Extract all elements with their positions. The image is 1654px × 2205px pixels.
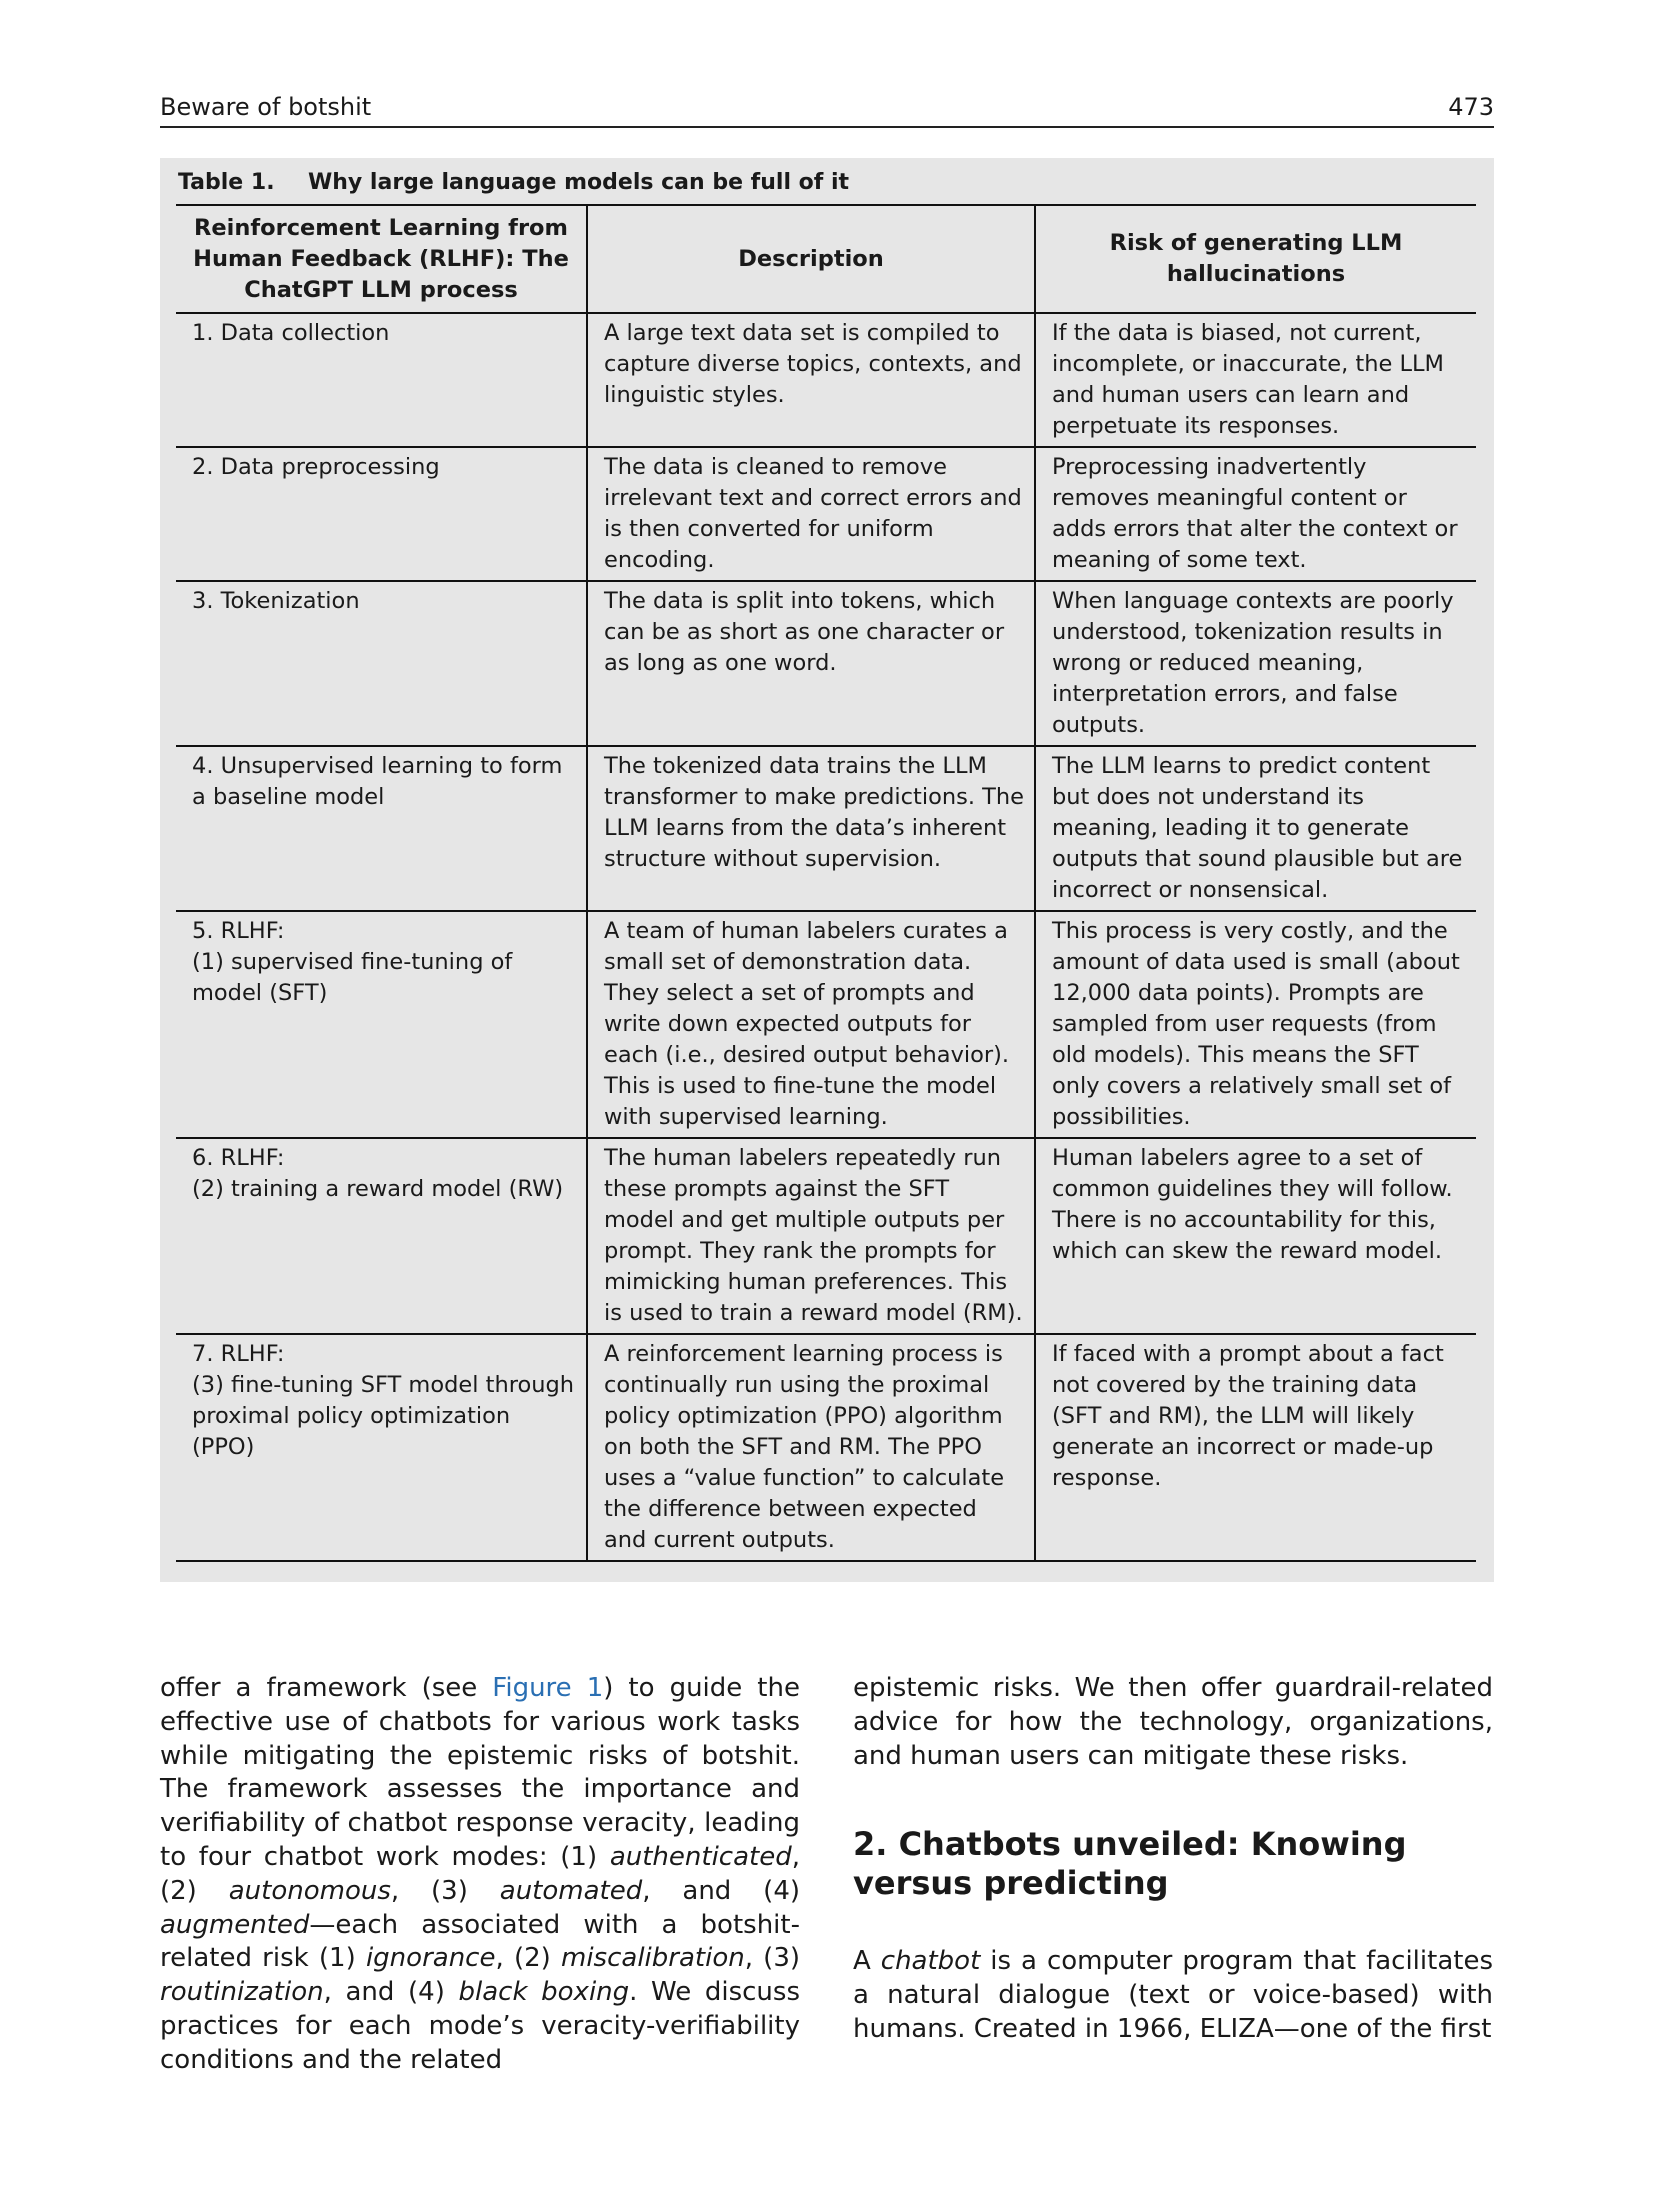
step-sublabel: (3) fine-tuning SFT model through proximal policy optimization (PPO) [192, 1372, 575, 1460]
paragraph [853, 1945, 1493, 2046]
step-sublabel: (1) supervised fine-tuning of model (SFT) [192, 949, 513, 1006]
step-cell [176, 746, 587, 911]
risk-cell: Preprocessing inadvertently removes meaningful content or adds errors that alter the context or meaning of some text. [1035, 447, 1476, 581]
text-run: , and (4) [323, 1977, 459, 2008]
mode-authenticated: authenticated [609, 1841, 792, 1872]
table-title: Why large language models can be full of it [308, 170, 850, 195]
table-row [176, 1138, 1476, 1334]
text-run: offer a framework (see [160, 1673, 493, 1703]
paragraph [160, 1672, 800, 2078]
step-label: 5. RLHF: [192, 918, 285, 944]
step-cell [176, 911, 587, 1138]
text-run: , and (4) [642, 1875, 801, 1906]
step-cell [176, 1334, 587, 1561]
table-1 [160, 158, 1494, 1582]
risk-ignorance: ignorance [365, 1943, 496, 1974]
description-cell: The human labelers repeatedly run these prompts against the SFT model and get multiple outputs per prompt. They rank the prompts for mimicking human preferences. This is used to train a reward model (RM). [587, 1138, 1035, 1334]
step-label: 1. Data collection [192, 320, 390, 346]
table-row [176, 911, 1476, 1138]
step-label: 4. Unsupervised learning to form a baseline model [192, 753, 563, 810]
table-number: Table 1. [178, 170, 275, 195]
step-label: 3. Tokenization [192, 588, 360, 614]
risk-cell: If the data is biased, not current, incomplete, or inaccurate, the LLM and human users can learn and perpetuate its responses. [1035, 313, 1476, 447]
text-run: . We discuss practices for each mode’s veracity-verifiability conditions and the related [160, 1977, 800, 2075]
mode-autonomous: autonomous [228, 1875, 391, 1906]
text-run: , (2) [495, 1943, 561, 1974]
risk-cell: If faced with a prompt about a fact not covered by the training data (SFT and RM), the LLM will likely generate an incorrect or made-up response. [1035, 1334, 1476, 1561]
table-header-row [176, 205, 1476, 313]
risk-cell: The LLM learns to predict content but does not understand its meaning, leading it to generate outputs that sound plausible but are incorrect or nonsensical. [1035, 746, 1476, 911]
table-row [176, 313, 1476, 447]
description-cell: A large text data set is compiled to capture diverse topics, contexts, and linguistic styles. [587, 313, 1035, 447]
running-head-title: Beware of botshit [160, 93, 372, 121]
header-process: Reinforcement Learning from Human Feedback (RLHF): The ChatGPT LLM process [193, 214, 569, 303]
text-run: , (2) [160, 1841, 800, 1906]
step-label: 6. RLHF: [192, 1145, 285, 1171]
risk-cell: Human labelers agree to a set of common guidelines they will follow. There is no accountability for this, which can skew the reward model. [1035, 1138, 1476, 1334]
risk-cell: This process is very costly, and the amount of data used is small (about 12,000 data points). Prompts are sampled from user requests (from old models). This means the SFT only covers a relatively small set of possibilities. [1035, 911, 1476, 1138]
text-run: ) to guide the effective use of chatbots for various work tasks while mitigating the epistemic risks of botshit. The framework assesses the importance and verifiability of chatbot response veracity, leading to four chatbot work modes: (1) [160, 1673, 800, 1872]
term-chatbot: chatbot [880, 1946, 981, 1977]
header-description: Description [587, 205, 1035, 313]
step-sublabel: (2) training a reward model (RW) [192, 1176, 564, 1202]
running-head [160, 88, 1494, 128]
step-cell [176, 1138, 587, 1334]
figure-1-link[interactable]: Figure 1 [492, 1673, 604, 1703]
body-column-right [853, 1672, 1493, 2047]
step-cell [176, 447, 587, 581]
description-cell: The data is cleaned to remove irrelevant text and correct errors and is then converted for uniform encoding. [587, 447, 1035, 581]
text-run: —each associated with a botshit-related risk (1) [160, 1909, 800, 1974]
risk-routinization: routinization [160, 1977, 324, 2008]
risk-black-boxing: black boxing [458, 1977, 630, 2008]
description-cell: A team of human labelers curates a small set of demonstration data. They select a set of prompts and write down expected outputs for each (i.e., desired output behavior). This is used to fine-tune the model with supervised learning. [587, 911, 1035, 1138]
section-heading: 2. Chatbots unveiled: Knowing versus predicting [853, 1825, 1407, 1903]
page-number: 473 [1448, 93, 1494, 121]
table-row [176, 447, 1476, 581]
table-row [176, 1334, 1476, 1561]
step-cell [176, 313, 587, 447]
table-grid [176, 204, 1476, 1562]
description-cell: The data is split into tokens, which can be as short as one character or as long as one word. [587, 581, 1035, 746]
step-cell [176, 581, 587, 746]
table-row [176, 746, 1476, 911]
description-cell: A reinforcement learning process is continually run using the proximal policy optimization (PPO) algorithm on both the SFT and RM. The PPO uses a “value function” to calculate the difference between expected and current outputs. [587, 1334, 1035, 1561]
mode-automated: automated [499, 1875, 643, 1906]
step-label: 7. RLHF: [192, 1341, 285, 1367]
step-label: 2. Data preprocessing [192, 454, 440, 480]
risk-cell: When language contexts are poorly understood, tokenization results in wrong or reduced meaning, interpretation errors, and false outputs. [1035, 581, 1476, 746]
paragraph: epistemic risks. We then offer guardrail-related advice for how the technology, organizations, and human users can mitigate these risks. [853, 1673, 1493, 1771]
risk-miscalibration: miscalibration [561, 1943, 745, 1974]
description-cell: The tokenized data trains the LLM transformer to make predictions. The LLM learns from the data’s inherent structure without supervision. [587, 746, 1035, 911]
mode-augmented: augmented [160, 1909, 310, 1940]
header-risk: Risk of generating LLM hallucinations [1035, 205, 1476, 313]
body-column-left [160, 1672, 800, 2078]
table-caption [178, 168, 849, 198]
table-row [176, 581, 1476, 746]
text-run: A [853, 1946, 881, 1977]
text-run: is a computer program that facilitates a natural dialogue (text or voice-based) with humans. Created in 1966, ELIZA—one of the first [853, 1946, 1493, 2044]
text-run: , (3) [744, 1943, 801, 1974]
text-run: , (3) [390, 1875, 500, 1906]
